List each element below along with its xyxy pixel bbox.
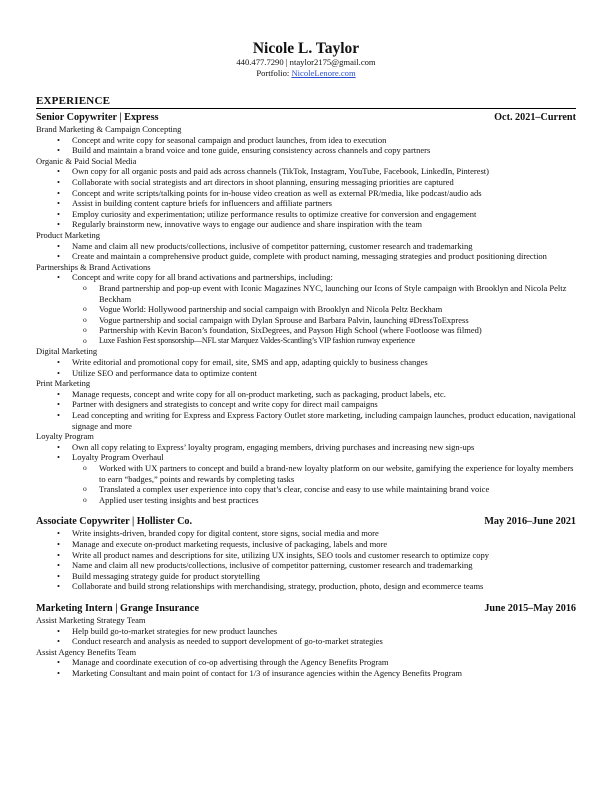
bullet-item: • Own all copy relating to Express’ loyalty program, engaging members, driving purchases and increasing new sign-ups [36,442,576,453]
bullet-item: • Name and claim all new products/collections, inclusive of competitor patterning, customer research and trademarking [36,560,576,571]
bullet-item: • Name and claim all new products/collections, inclusive of competitor patterning, customer research and trademarking [36,241,576,252]
bullet-item: • Collaborate and build strong relationships with merchandising, strategy, production, photo, design and ecommerce teams [36,581,576,592]
sub-bullet-item: o Applied user testing insights and best practices [36,495,576,506]
job-express [36,112,576,505]
bullet-list [36,528,576,592]
bullet-item: • Concept and write scripts/talking points for in-house video creation as well as external PR/media, like podcast/audio ads [36,188,576,199]
group-label: Organic & Paid Social Media [36,155,137,166]
job-header [36,112,576,124]
contact-info: 440.477.7290 | ntaylor2175@gmail.com [236,57,376,67]
section-title-experience: EXPERIENCE [36,95,576,109]
bullet-item: • Concept and write copy for seasonal campaign and product launches, from idea to execution [36,135,576,146]
sub-bullet-item: o Luxe Fashion Fest sponsorship—NFL star Marquez Valdes-Scantling’s VIP fashion runway experience [36,336,576,347]
job-dates: May 2016–June 2021 [484,516,576,528]
job-dates: Oct. 2021–Current [494,112,576,123]
bullet-item: • Utilize SEO and performance data to optimize content [36,368,576,379]
job-dates: June 2015–May 2016 [484,602,576,614]
group-label: Loyalty Program [36,431,94,442]
bullet-item: • Loyalty Program Overhaul [36,452,576,463]
job-grange [36,603,576,679]
job-title: Marketing Intern | Grange Insurance [36,602,199,614]
resume-header [36,40,576,79]
bullet-item: • Create and maintain a comprehensive product guide, complete with product naming, messaging strategies and product positioning direction [36,251,576,262]
bullet-list [36,135,576,156]
bullet-item: • Manage and execute on-product marketing requests, inclusive of packaging, labels and more [36,539,576,550]
bullet-item: • Manage and coordinate execution of co-op advertising through the Agency Benefits Program [36,657,576,668]
bullet-item: • Partner with designers and strategists to concept and write copy for direct mail campaigns [36,399,576,410]
group-label: Brand Marketing & Campaign Concepting [36,124,182,134]
sub-bullet-item: o Worked with UX partners to concept and build a brand-new loyalty platform on our website, gamifying the experience for loyalty members to earn “badges,” points and rewards by completing tasks [36,463,576,484]
bullet-list [36,389,576,431]
group-label: Print Marketing [36,378,91,389]
portfolio-line [36,68,576,79]
candidate-name: Nicole L. Taylor [252,40,360,57]
job-title: Associate Copywriter | Hollister Co. [36,516,193,528]
bullet-item: • Marketing Consultant and main point of contact for 1/3 of insurance agencies within the Agency Benefits Program [36,668,576,679]
group-label: Product Marketing [36,229,100,240]
bullet-list [36,442,576,506]
group-label: Assist Agency Benefits Team [36,646,137,657]
job-hollister [36,516,576,592]
job-header [36,516,576,528]
sub-bullet-item: o Translated a complex user experience into copy that’s clear, concise and easy to use while maintaining brand voice [36,484,576,495]
bullet-item: • Build and maintain a brand voice and tone guide, ensuring consistency across channels and copy partners [36,145,576,156]
bullet-item: • Write insights-driven, branded copy for digital content, store signs, social media and more [36,528,576,539]
bullet-item: • Help build go-to-market strategies for new product launches [36,626,576,637]
portfolio-label: Portfolio: [256,68,292,78]
group-label: Digital Marketing [36,346,98,357]
bullet-list [36,657,576,678]
bullet-item: • Employ curiosity and experimentation; utilize performance results to optimize creative for conversion and engagement [36,209,576,220]
bullet-item: • Assist in building content capture briefs for influencers and affiliate partners [36,198,576,209]
bullet-item: • Concept and write copy for all brand activations and partnerships, including: [36,272,576,283]
bullet-item: • Own copy for all organic posts and paid ads across channels (TikTok, Instagram, YouTube, Facebook, LinkedIn, Pinterest) [36,166,576,177]
job-header [36,603,576,615]
bullet-item: • Manage requests, concept and write copy for all on-product marketing, such as packaging, product labels, etc. [36,389,576,400]
bullet-list [36,357,576,378]
bullet-item: • Build messaging strategy guide for product storytelling [36,571,576,582]
sub-bullet-item: o Vogue World: Hollywood partnership and social campaign with Brooklyn and Nicola Peltz Beckham [36,304,576,315]
group-label: Assist Marketing Strategy Team [36,614,146,625]
bullet-item: • Conduct research and analysis as needed to support development of go-to-market strategies [36,636,576,647]
group-label: Partnerships & Brand Activations [36,261,151,272]
bullet-list [36,272,576,346]
bullet-item: • Collaborate with social strategists and art directors in shoot planning, ensuring messaging priorities are captured [36,177,576,188]
bullet-item: • Write all product names and descriptions for site, utilizing UX insights, SEO tools and customer research to optimize copy [36,550,576,561]
bullet-list [36,166,576,230]
bullet-item: • Write editorial and promotional copy for email, site, SMS and app, adapting quickly to business changes [36,357,576,368]
sub-bullet-item: o Partnership with Kevin Bacon’s foundation, SixDegrees, and Payson High School (where Footloose was filmed) [36,325,576,336]
portfolio-link[interactable]: NicoleLenore.com [291,68,356,78]
bullet-list [36,241,576,262]
sub-bullet-item: o Brand partnership and pop-up event with Iconic Magazines NYC, launching our Icons of Style campaign with Brooklyn and Nicola Peltz Beckham [36,283,576,304]
bullet-item: • Lead concepting and writing for Express and Express Factory Outlet store marketing, including campaign launches, product education, navigational signage and more [36,410,576,431]
sub-bullet-item: o Vogue partnership and social campaign with Dylan Sprouse and Barbara Palvin, launching #DressToExpress [36,315,576,326]
bullet-item: • Regularly brainstorm new, innovative ways to engage our audience and share inspiration with the team [36,219,576,230]
job-title: Senior Copywriter | Express [36,112,159,123]
bullet-list [36,626,576,647]
